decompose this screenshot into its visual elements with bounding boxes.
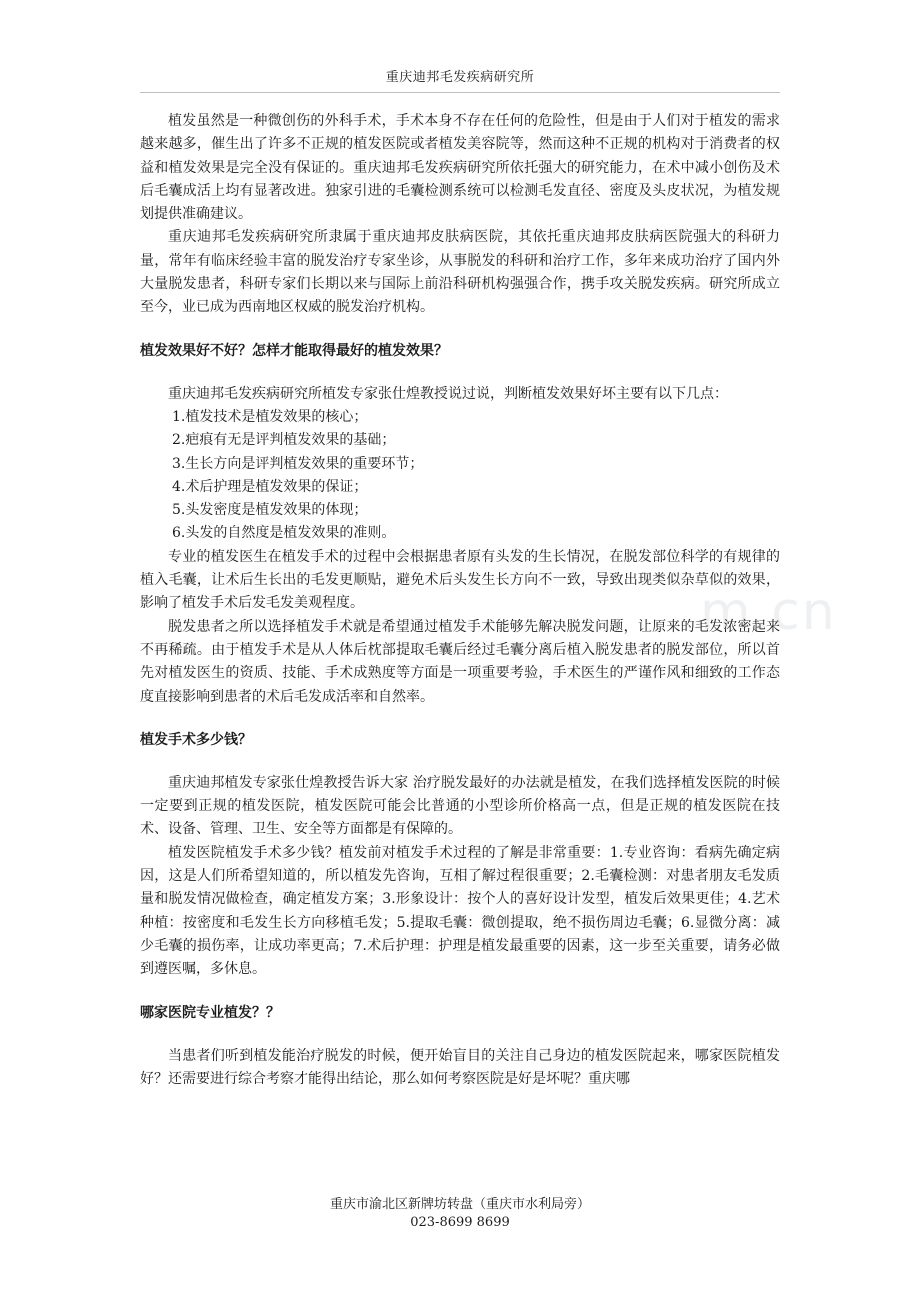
spacer (140, 1025, 780, 1045)
section3-paragraph-1: 当患者们听到植发能治疗脱发的时候，便开始盲目的关注自己身边的植发医院起来，哪家医院植发好？还需要进行综合考察才能得出结论，那么如何考察医院是好是坏呢？重庆哪 (140, 1047, 780, 1087)
list-item: 6.头发的自然度是植发效果的准则。 (172, 525, 396, 542)
footer-address: 重庆市渝北区新牌坊转盘（重庆市水利局旁） (329, 1197, 590, 1212)
list-item: 1.植发技术是植发效果的核心； (172, 408, 368, 425)
section2-paragraph-1: 重庆迪邦植发专家张仕煌教授告诉大家 治疗脱发最好的办法就是植发，在我们选择植发医院的时候一定要到正规的植发医院，植发医院可能会比普通的小型诊所价格高一点，但是正规的植发医院在技术、设备、管理、卫生、安全等方面都是有保障的。 (140, 774, 780, 838)
list-item: 5.头发密度是植发效果的体现； (172, 502, 368, 519)
intro-paragraph-2: 重庆迪邦毛发疾病研究所隶属于重庆迪邦皮肤病医院，其依托重庆迪邦皮肤病医院强大的科研力量，常年有临床经验丰富的脱发治疗专家坐诊，从事脱发的科研和治疗工作，多年来成功治疗了国内外大量脱发患者，科研专家们长期以来与国际上前沿科研机构强强合作，携手攻关脱发疾病。研究所成立至今，业已成为西南地区权威的脱发治疗机构。 (140, 229, 780, 316)
watermark: m.cn (700, 582, 837, 642)
list-item: 3.生长方向是评判植发效果的重要环节； (172, 455, 424, 472)
section-heading-hospital: 哪家医院专业植发？？ (140, 1004, 280, 1021)
header-rule (140, 92, 780, 93)
section-heading-effect: 植发效果好不好？怎样才能取得最好的植发效果？ (140, 342, 448, 359)
list-item: 4.术后护理是植发效果的保证； (172, 478, 368, 495)
spacer (140, 363, 780, 383)
spacer (140, 752, 780, 772)
section2-paragraph-2: 植发医院植发手术多少钱？植发前对植发手术过程的了解是非常重要：1.专业咨询：看病先确定病因，这是人们所希望知道的，所以植发先咨询，互相了解过程很重要；2.毛囊检测：对患者朋友毛发质量和脱发情况做检查，确定植发方案；3.形象设计：按个人的喜好设计发型，植发后效果更佳；4.艺术种植：按密度和毛发生长方向移植毛发；5.提取毛囊：微创提取，绝不损伤周边毛囊；6.显微分离：减少毛囊的损伤率，让成功率更高；7.术后护理：护理是植发最重要的因素，这一步至关重要，请务必做到遵医嘱，多休息。 (140, 844, 780, 978)
page-footer (0, 1196, 920, 1232)
spacer (140, 320, 780, 340)
page-header: 重庆迪邦毛发疾病研究所 (385, 70, 535, 85)
footer-phone: 023-8699 8699 (410, 1215, 510, 1230)
intro-paragraph-1: 植发虽然是一种微创伤的外科手术，手术本身不存在任何的危险性，但是由于人们对于植发的需求越来越多，催生出了许多不正规的植发医院或者植发美容院等，然而这种不正规的机构对于消费者的权益和植发效果是完全没有保证的。重庆迪邦毛发疾病研究所依托强大的研究能力，在术中减小创伤及术后毛囊成活上均有显著改进。独家引进的毛囊检测系统可以检测毛发直径、密度及头皮状况，为植发规划提供准确建议。 (140, 113, 780, 223)
section1-paragraph-1: 专业的植发医生在植发手术的过程中会根据患者原有头发的生长情况，在脱发部位科学的有规律的植入毛囊，让术后生长出的毛发更顺贴，避免术后头发生长方向不一致，导致出现类似杂草似的效果，影响了植发手术后发毛发美观程度。 (140, 548, 780, 612)
section-heading-price: 植发手术多少钱？ (140, 731, 252, 748)
document-body (140, 110, 780, 1091)
list-item: 2.疤痕有无是评判植发效果的基础； (172, 432, 396, 449)
spacer (140, 982, 780, 1002)
section1-paragraph-2: 脱发患者之所以选择植发手术就是希望通过植发手术能够先解决脱发问题，让原来的毛发浓密起来不再稀疏。由于植发手术是从人体后枕部提取毛囊后经过毛囊分离后植入脱发患者的脱发部位，所以首先对植发医生的资质、技能、手术成熟度等方面是一项重要考验，手术医生的严谨作风和细致的工作态度直接影响到患者的术后毛发成活率和自然率。 (140, 618, 780, 705)
spacer (140, 709, 780, 729)
section1-lead: 重庆迪邦毛发疾病研究所植发专家张仕煌教授说过说，判断植发效果好坏主要有以下几点： (168, 385, 728, 402)
